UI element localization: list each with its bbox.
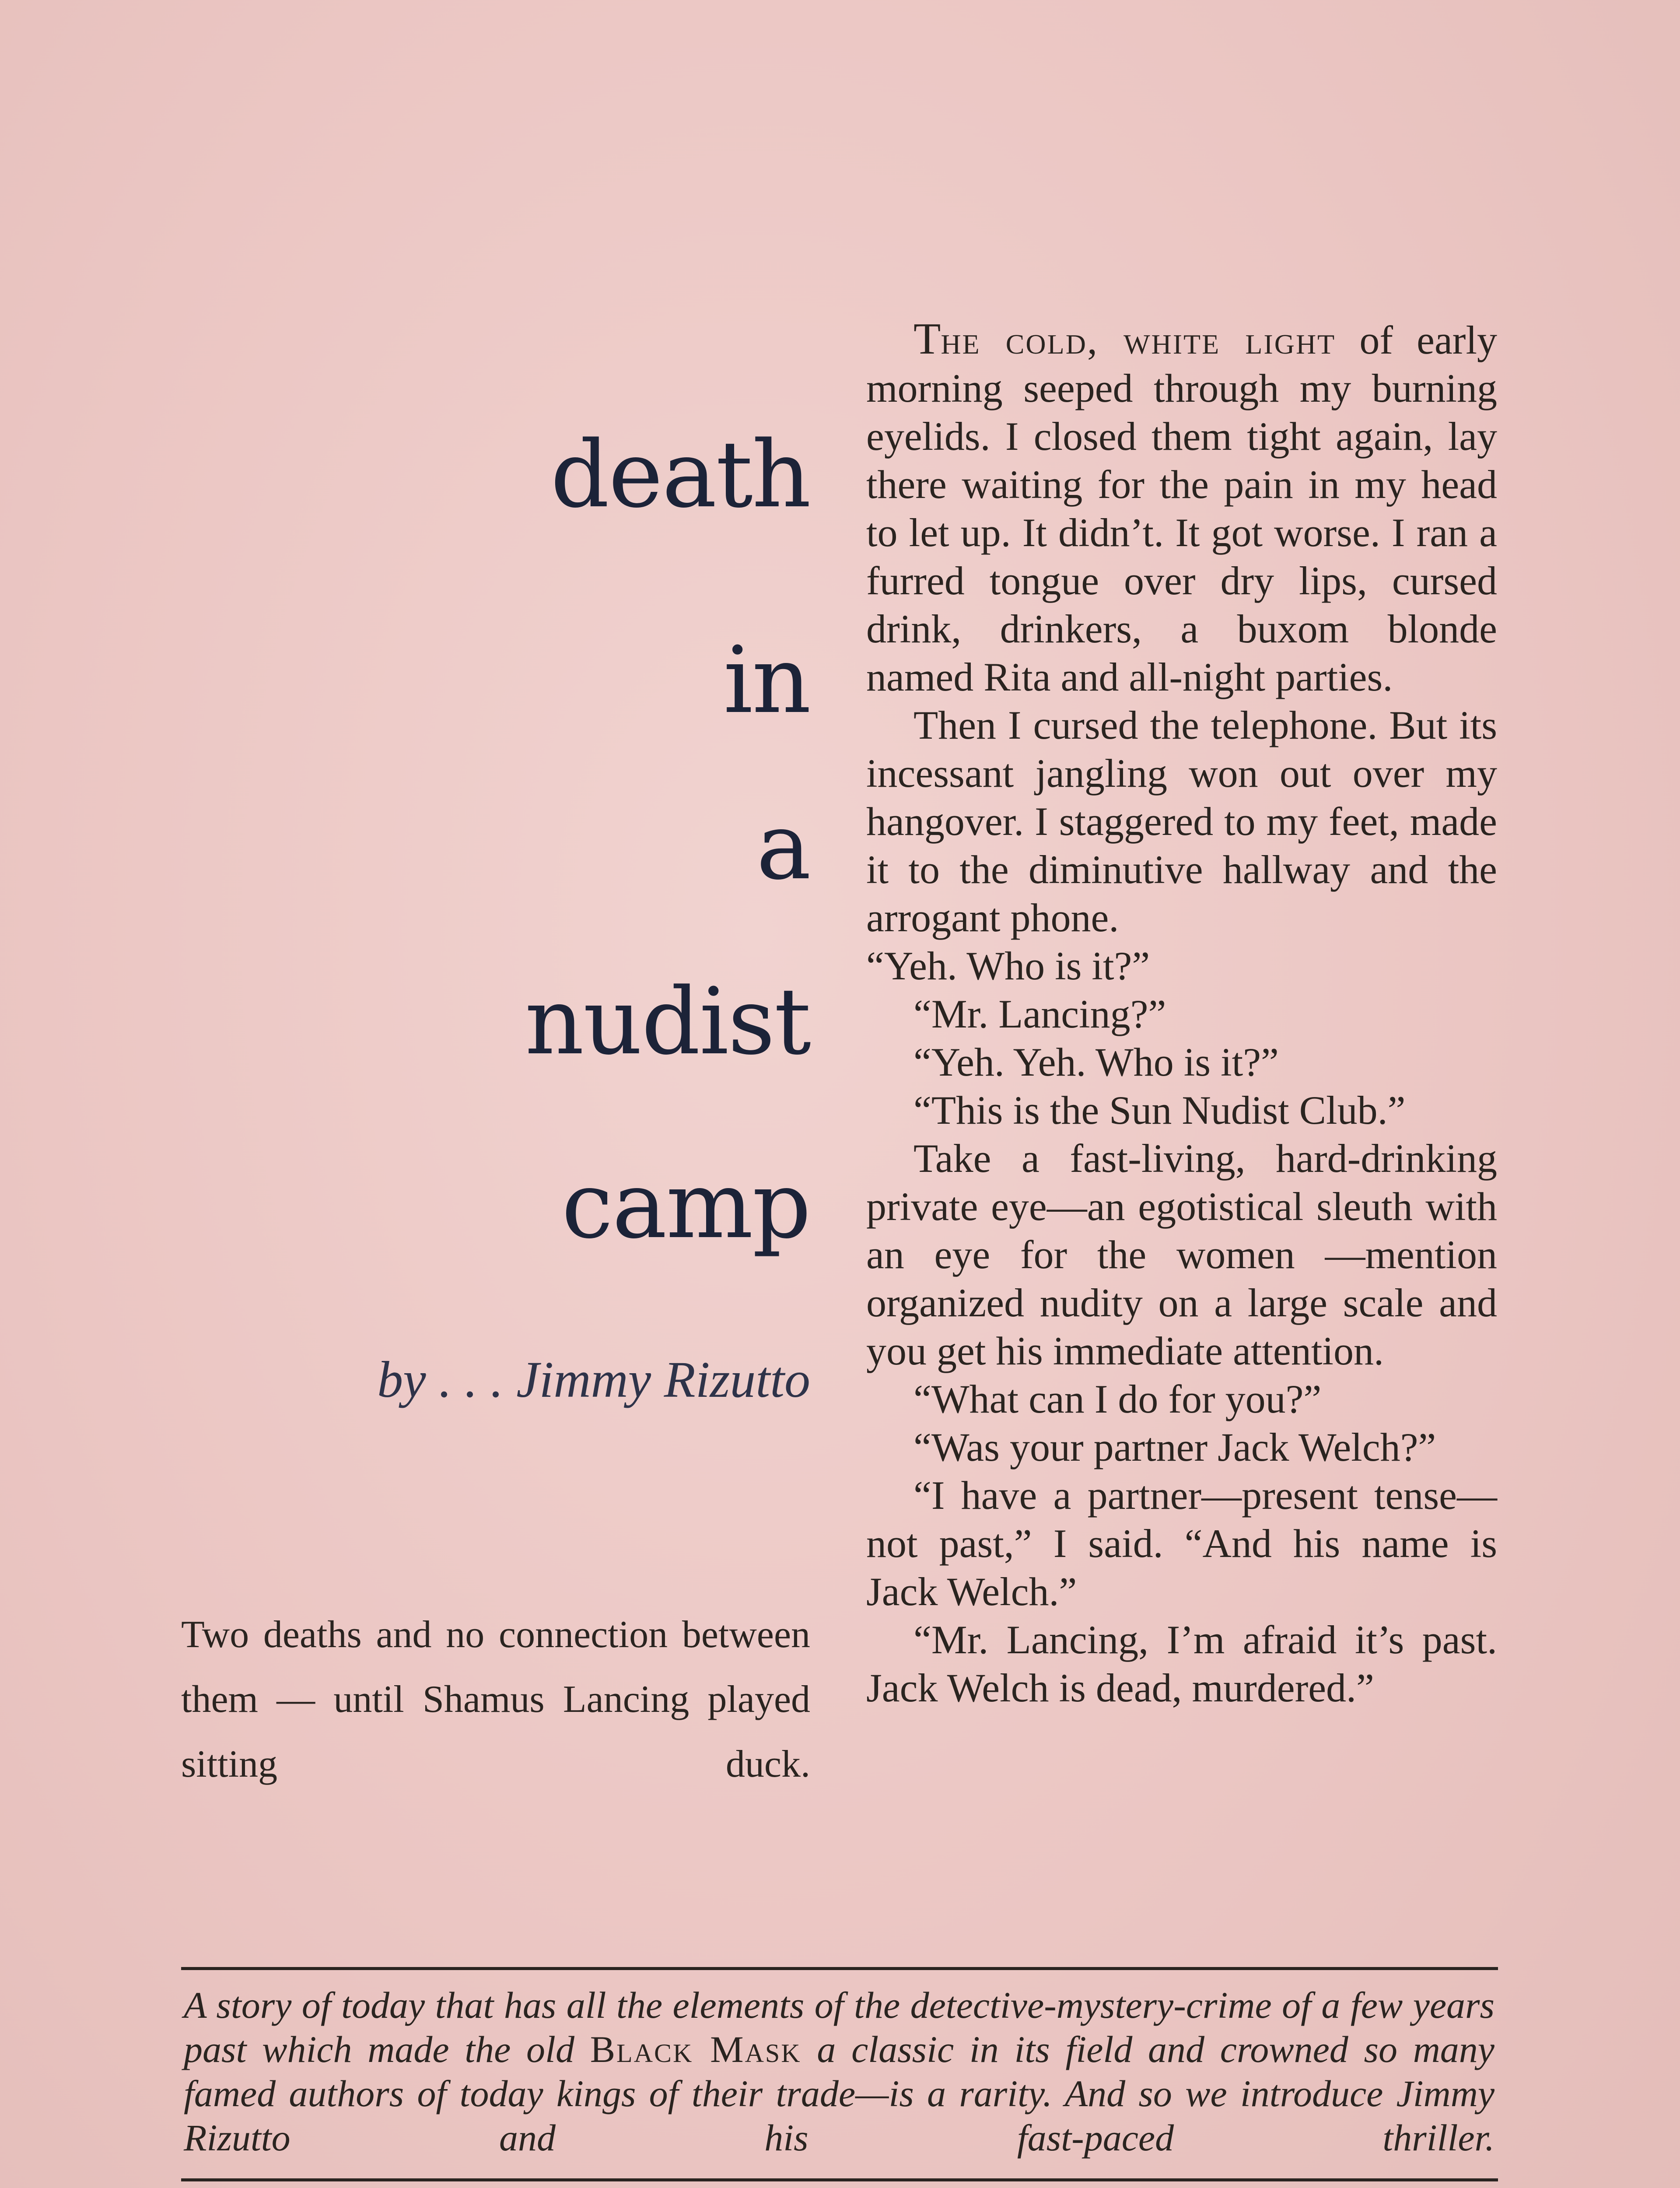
story-paragraph: Take a fast-living, hard-drinking private eye—an egotistical sleuth with an eye for the women —mention organized nudity on a large scale and you get his immediate attention. <box>866 1136 1497 1373</box>
title-word-nudist: nudist <box>525 968 810 1075</box>
intro-text-end: a classic in its field and crowned so many famed authors of today kings of their trade—is a rarity. And so we introduce Jimmy Rizutto and his fast-paced thriller. <box>184 2028 1494 2159</box>
story-column <box>866 315 1497 1712</box>
byline: by . . . Jimmy Rizutto <box>377 1351 810 1408</box>
story-paragraph: “Mr. Lancing, I’m afraid it’s past. Jack Welch is dead, murdered.” <box>866 1617 1497 1710</box>
intro-text-start: A story of today that has all the elements of the detective-mystery-crime of a few years past which made the old <box>184 1984 1494 2070</box>
lead-smallcaps: he cold, white light <box>941 318 1336 362</box>
title-word-in: in <box>723 627 810 734</box>
title-word-camp: camp <box>561 1152 810 1259</box>
editor-intro <box>184 1983 1494 2160</box>
story-blurb: Two deaths and no connection between them — until Shamus Lancing played sitting duck. <box>181 1613 810 1785</box>
story-paragraph: “What can I do for you?” <box>914 1377 1322 1421</box>
intro-magazine-name: Black Mask <box>590 2028 802 2070</box>
divider-bottom <box>181 2178 1498 2181</box>
story-paragraph: “Yeh. Who is it?” <box>866 943 1150 988</box>
lead-capital: T <box>914 314 941 364</box>
story-paragraph-opening <box>866 315 1497 701</box>
story-paragraph: “I have a partner—present tense—not past,” I said. “And his name is Jack Welch.” <box>866 1473 1497 1614</box>
story-paragraph: Then I cursed the telephone. But its incessant jangling won out over my hangover. I staggered to my feet, made it to the diminutive hallway and the arrogant phone. <box>866 703 1497 940</box>
story-paragraph: “Yeh. Yeh. Who is it?” <box>914 1040 1279 1084</box>
story-paragraph: “Mr. Lancing?” <box>914 992 1166 1036</box>
title-word-death: death <box>550 421 810 528</box>
title-word-a: a <box>756 793 810 900</box>
story-paragraph: “Was your partner Jack Welch?” <box>914 1425 1436 1469</box>
story-paragraph: of early morning seeped through my burning eyelids. I closed them tight again, lay there waiting for the pain in my head to let up. It didn’t. It got worse. I ran a furred tongue over dry lips, cursed drink, drinkers, a buxom blonde named Rita and all-night parties. <box>866 318 1497 699</box>
divider-top <box>181 1967 1498 1970</box>
story-paragraph: “This is the Sun Nudist Club.” <box>914 1088 1406 1133</box>
